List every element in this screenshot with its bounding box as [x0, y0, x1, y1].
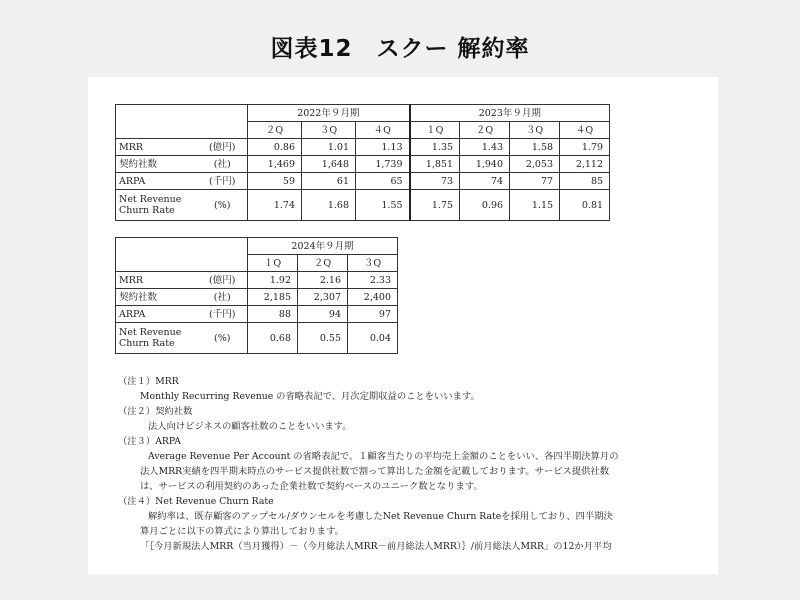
- table-row: [116, 323, 398, 354]
- cell: 0.86: [248, 139, 302, 156]
- cell: 61: [302, 173, 356, 190]
- cell: 2.16: [298, 272, 348, 289]
- year-header: 2023年９月期: [410, 105, 610, 122]
- footnotes: [118, 374, 708, 554]
- cell: 65: [356, 173, 410, 190]
- row-label: MRR: [116, 272, 198, 289]
- row-unit: (社): [198, 156, 248, 173]
- cell: 2,400: [348, 289, 398, 306]
- cell: 1,648: [302, 156, 356, 173]
- note-text: Average Revenue Per Account の省略表記で、１顧客当たりの平均売上金額のことをいい、各四半期決算月の: [148, 451, 619, 462]
- cell: 1.74: [248, 190, 302, 221]
- cell: 1.58: [510, 139, 560, 156]
- table-row: [116, 190, 610, 221]
- row-label: 契約社数: [116, 289, 198, 306]
- row-label: Net Revenue Churn Rate: [116, 190, 198, 221]
- cell: 1.68: [302, 190, 356, 221]
- row-unit: (%): [198, 323, 248, 354]
- cell: 59: [248, 173, 302, 190]
- cell: 97: [348, 306, 398, 323]
- row-label: 契約社数: [116, 156, 198, 173]
- cell: 1,940: [460, 156, 510, 173]
- cell: 2,307: [298, 289, 348, 306]
- cell: 1,851: [410, 156, 460, 173]
- quarter-header: ２Q: [298, 255, 348, 272]
- cell: 1.13: [356, 139, 410, 156]
- cell: 2.33: [348, 272, 398, 289]
- cell: 1,469: [248, 156, 302, 173]
- cell: 2,112: [560, 156, 610, 173]
- cell: 1.15: [510, 190, 560, 221]
- metrics-table-2022-2023: [115, 104, 610, 221]
- row-unit: (%): [198, 190, 248, 221]
- quarter-header: ４Q: [560, 122, 610, 139]
- row-unit: (社): [198, 289, 248, 306]
- row-unit: (億円): [198, 139, 248, 156]
- quarter-header: ３Q: [302, 122, 356, 139]
- note-text: 法人MRR実績を四半期末時点のサービス提供社数で割って算出した金額を記載しております。サービス提供社数: [140, 466, 610, 477]
- cell: 1.79: [560, 139, 610, 156]
- quarter-header: １Q: [248, 255, 298, 272]
- quarter-header: １Q: [410, 122, 460, 139]
- quarter-header: ２Q: [248, 122, 302, 139]
- note-text: 算月ごとに以下の算式により算出しております。: [140, 526, 344, 537]
- year-header: 2024年９月期: [248, 238, 398, 255]
- quarter-header: ３Q: [348, 255, 398, 272]
- cell: 1.43: [460, 139, 510, 156]
- cell: 74: [460, 173, 510, 190]
- note-text: 解約率は、既存顧客のアップセル/ダウンセルを考慮したNet Revenue Churn Rateを採用しており、四半期決: [148, 511, 613, 522]
- row-label: MRR: [116, 139, 198, 156]
- row-unit: (億円): [198, 272, 248, 289]
- row-unit: (千円): [198, 306, 248, 323]
- row-unit: (千円): [198, 173, 248, 190]
- cell: 77: [510, 173, 560, 190]
- cell: 0.81: [560, 190, 610, 221]
- cell: 1,739: [356, 156, 410, 173]
- row-label: ARPA: [116, 306, 198, 323]
- metrics-table-2024: [115, 237, 398, 354]
- cell: 88: [248, 306, 298, 323]
- table-row: [116, 272, 398, 289]
- note-text: Monthly Recurring Revenue の省略表記で、月次定期収益のことをいいます。: [140, 391, 480, 402]
- cell: 73: [410, 173, 460, 190]
- note-text: 法人向けビジネスの顧客社数のことをいいます。: [148, 421, 352, 432]
- note-text: は、サービスの利用契約のあった企業社数で契約ベースのユニーク数となります。: [140, 481, 483, 492]
- cell: 0.96: [460, 190, 510, 221]
- cell: 94: [298, 306, 348, 323]
- note-formula: 「｛今月新規法人MRR（当月獲得）－（今月総法人MRR－前月総法人MRR）｝/前月総法人MRR」の12か月平均: [140, 541, 612, 552]
- quarter-header: ２Q: [460, 122, 510, 139]
- cell: 0.55: [298, 323, 348, 354]
- row-label: Net Revenue Churn Rate: [116, 323, 198, 354]
- table-row: [116, 306, 398, 323]
- cell: 85: [560, 173, 610, 190]
- cell: 0.68: [248, 323, 298, 354]
- note-heading: （注１）MRR: [118, 376, 179, 387]
- quarter-header: ３Q: [510, 122, 560, 139]
- cell: 2,185: [248, 289, 298, 306]
- cell: 1.35: [410, 139, 460, 156]
- page-title: 図表12 スクー 解約率: [270, 36, 530, 62]
- table-row: [116, 173, 610, 190]
- cell: 1.92: [248, 272, 298, 289]
- cell: 2,053: [510, 156, 560, 173]
- quarter-header: ４Q: [356, 122, 410, 139]
- row-label: ARPA: [116, 173, 198, 190]
- table-row: [116, 156, 610, 173]
- note-heading: （注３）ARPA: [118, 436, 182, 447]
- note-heading: （注４）Net Revenue Churn Rate: [118, 496, 274, 507]
- year-header: 2022年９月期: [248, 105, 410, 122]
- cell: 1.01: [302, 139, 356, 156]
- table-row: [116, 289, 398, 306]
- note-heading: （注２）契約社数: [118, 406, 193, 417]
- document-page: [88, 77, 718, 574]
- table-row: [116, 139, 610, 156]
- cell: 0.04: [348, 323, 398, 354]
- cell: 1.75: [410, 190, 460, 221]
- cell: 1.55: [356, 190, 410, 221]
